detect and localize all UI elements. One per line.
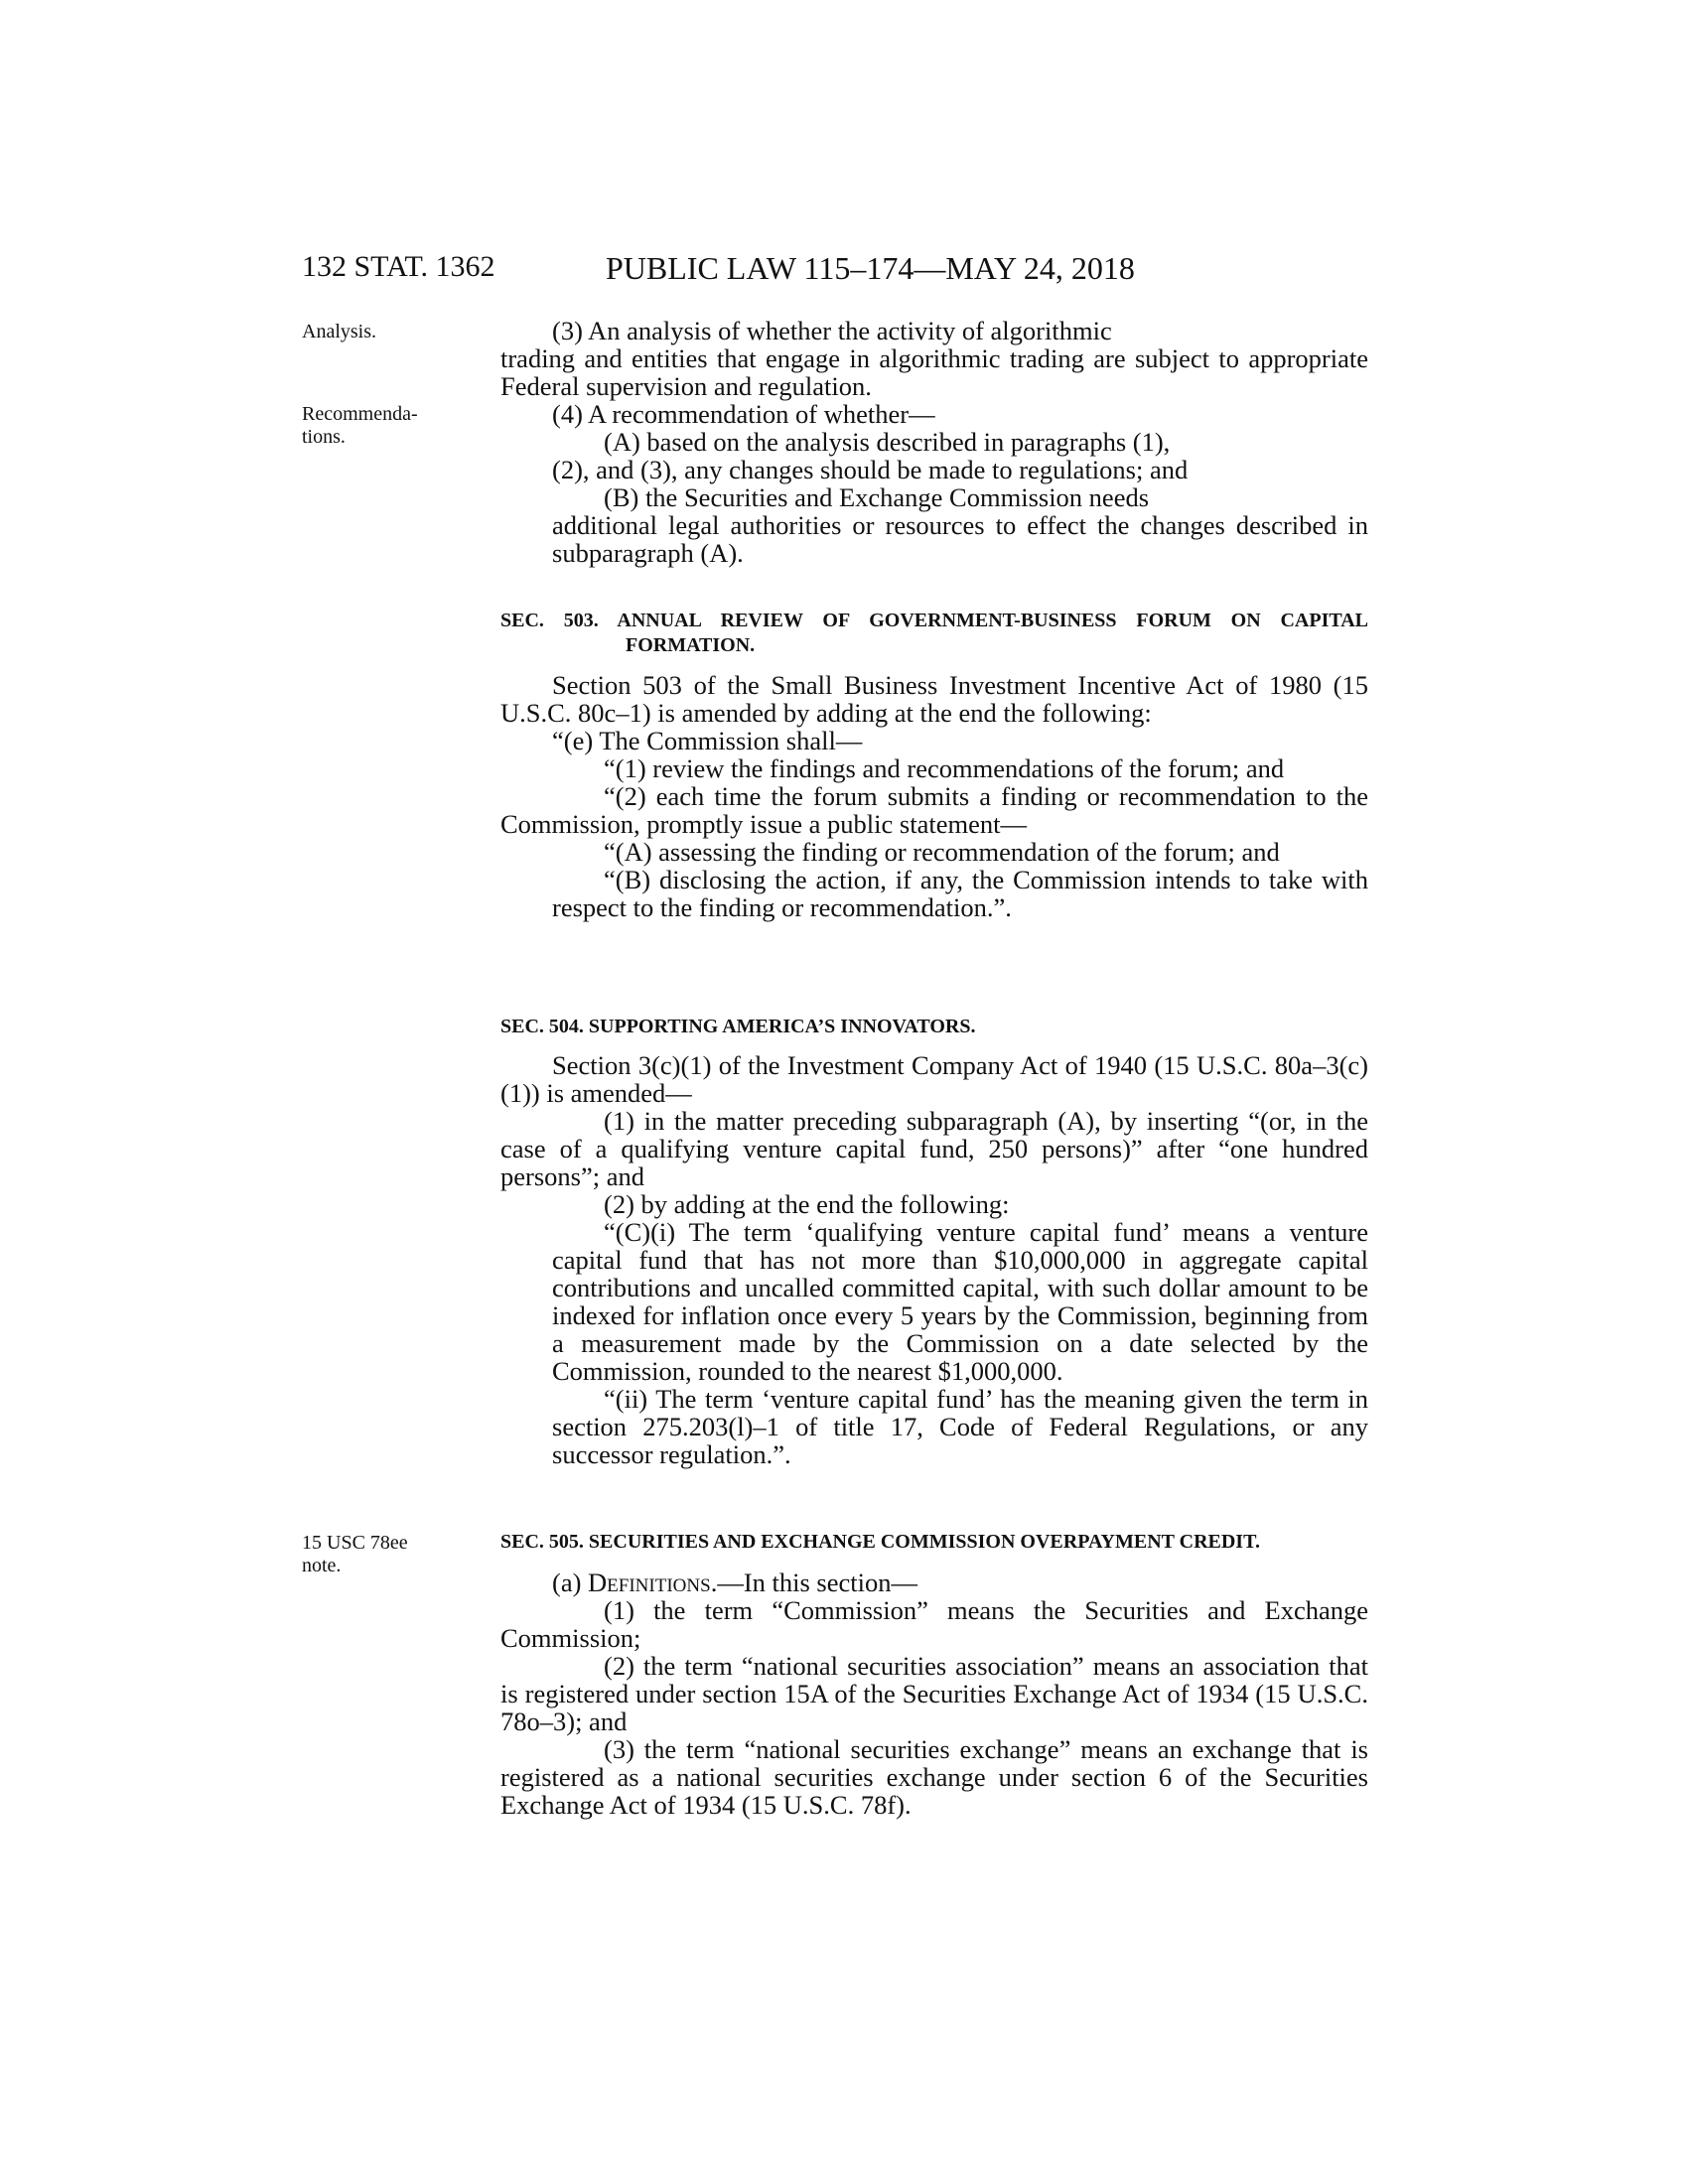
- section-503-p2: “(2) each time the forum submits a finding or recommendation to the Commission, promptly issue a public statement—: [500, 781, 1368, 839]
- section-504: [500, 1015, 1368, 1468]
- section-505-p2: (2) the term “national securities association” means an association that is registered under section 15A of the Securities Exchange Act of 1934 (15 U.S.C. 78o–3); and: [500, 1651, 1368, 1736]
- section-505-heading: SEC. 505. SECURITIES AND EXCHANGE COMMISSION OVERPAYMENT CREDIT.: [500, 1531, 1260, 1553]
- paragraph-3-line1: (3) An analysis of whether the activity of algorithmic: [552, 316, 1112, 345]
- section-503-pA: “(A) assessing the finding or recommendation of the forum; and: [604, 837, 1280, 867]
- subparagraph-a-line1: (A) based on the analysis described in paragraphs (1),: [604, 427, 1171, 457]
- section-503-heading: SEC. 503. ANNUAL REVIEW OF GOVERNMENT-BUSINESS FORUM ON CAPITAL FORMATION.: [500, 610, 1368, 656]
- section-505-definitions: (a) Definitions.—In this section—: [552, 1568, 917, 1597]
- section-503-e: “(e) The Commission shall—: [552, 726, 863, 755]
- section-504-pCi: “(C)(i) The term ‘qualifying venture capital fund’ means a venture capital fund that has not more than $10,000,000 in aggregate capital contributions and uncalled committed capital, with such dollar amount to be indexed for inflation once every 5 years by the Commission, beginning from a measurement made by the Commission on a date selected by the Commission, rounded to the nearest $1,000,000.: [552, 1217, 1368, 1386]
- section-504-p2: (2) by adding at the end the following:: [604, 1189, 1010, 1219]
- section-505: [500, 1530, 1368, 1819]
- law-title: PUBLIC LAW 115–174—MAY 24, 2018: [606, 250, 1135, 286]
- section-503-p1: “(1) review the findings and recommendations of the forum; and: [604, 753, 1285, 783]
- section-504-intro: Section 3(c)(1) of the Investment Company Act of 1940 (15 U.S.C. 80a–3(c)(1)) is amended—: [500, 1050, 1368, 1108]
- subparagraph-a-rest: (2), and (3), any changes should be made to regulations; and: [552, 455, 1189, 484]
- section-504-p1: (1) in the matter preceding subparagraph (A), by inserting “(or, in the case of a qualifying venture capital fund, 250 persons)” after “one hundred persons”; and: [500, 1106, 1368, 1191]
- margin-note-recommendations: Recommenda- tions.: [302, 403, 418, 448]
- section-505-p3: (3) the term “national securities exchange” means an exchange that is registered as a national securities exchange under section 6 of the Securities Exchange Act of 1934 (15 U.S.C. 78f).: [500, 1734, 1368, 1820]
- stat-reference: 132 STAT. 1362: [302, 250, 495, 283]
- section-503-pB: “(B) disclosing the action, if any, the Commission intends to take with respect to the finding or recommendation.”.: [552, 865, 1368, 922]
- paragraph-4: (4) A recommendation of whether—: [552, 399, 935, 429]
- section-503-intro: Section 503 of the Small Business Investment Incentive Act of 1980 (15 U.S.C. 80c–1) is amended by adding at the end the following:: [500, 670, 1368, 728]
- analysis-block: [500, 317, 1368, 567]
- margin-note-analysis: Analysis.: [302, 321, 376, 342]
- definitions-heading: Definitions: [588, 1568, 711, 1597]
- subparagraph-b-line1: (B) the Securities and Exchange Commission needs: [604, 482, 1150, 512]
- section-504-pii: “(ii) The term ‘venture capital fund’ has the meaning given the term in section 275.203(l)–1 of title 17, Code of Federal Regulations, or any successor regulation.”.: [552, 1384, 1368, 1469]
- subparagraph-b-rest: additional legal authorities or resources to effect the changes described in subparagraph (A).: [552, 510, 1368, 568]
- running-head: [0, 250, 1688, 290]
- section-503: [500, 609, 1368, 921]
- margin-note-usc-citation: 15 USC 78ee note.: [302, 1532, 408, 1576]
- paragraph-3-rest: trading and entities that engage in algorithmic trading are subject to appropriate Federal supervision and regulation.: [500, 343, 1368, 401]
- section-505-p1: (1) the term “Commission” means the Securities and Exchange Commission;: [500, 1595, 1368, 1653]
- section-504-heading: SEC. 504. SUPPORTING AMERICA’S INNOVATORS.: [500, 1016, 976, 1037]
